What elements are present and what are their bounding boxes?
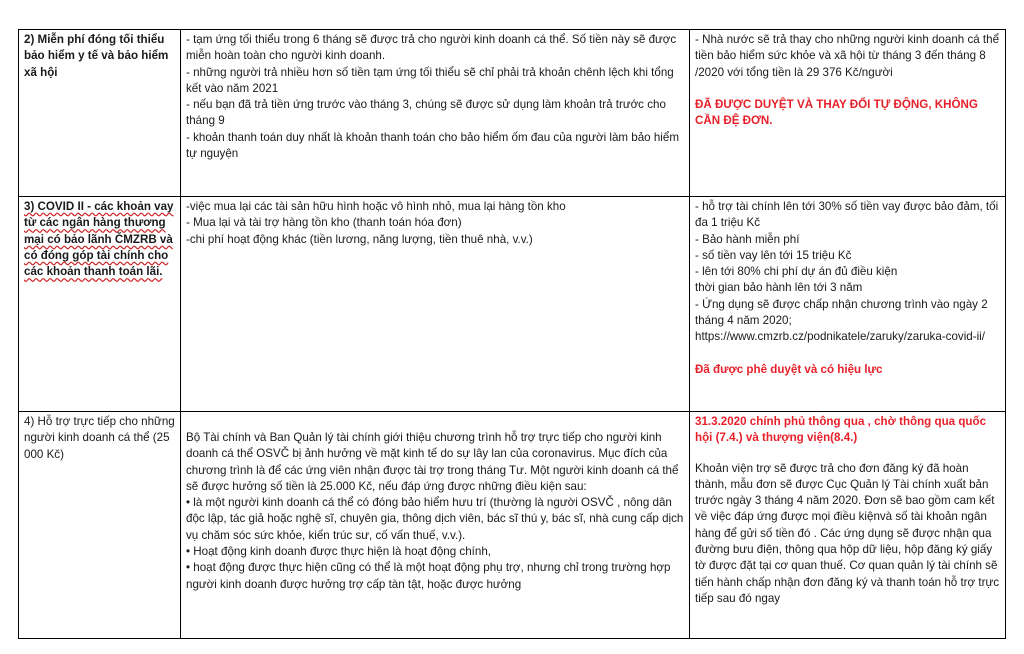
measure-title-cell: 3) COVID II - các khoản vay từ các ngân hàng thương mại có bảo lãnh ČMZRB và có đóng góp tài chính cho các khoản thanh toán lãi. xyxy=(19,197,181,412)
approval-status: 31.3.2020 chính phủ thông qua , chờ thông qua quốc hội (7.4.) và thượng viện(8.4.) xyxy=(695,415,987,445)
measure-conditions-cell xyxy=(181,412,690,639)
support-line: - Ứng dụng sẽ được chấp nhận chương trình vào ngày 2 tháng 4 năm 2020; xyxy=(695,297,988,328)
support-measures-table xyxy=(18,29,1006,639)
conditions-line: • hoạt động được thực hiện cũng có thể là một hoạt động phụ trợ, nhưng chỉ trong trường hợp người kinh doanh được hưởng trợ cấp tàn tật, hoặc được hưởng xyxy=(186,561,671,591)
support-line: - hỗ trợ tài chính lên tới 30% số tiền vay được bảo đảm, tối đa 1 triệu Kč xyxy=(695,200,999,230)
measure-support-cell xyxy=(690,412,1006,639)
support-line: - Bảo hành miễn phí xyxy=(695,232,800,246)
table-row xyxy=(19,30,1006,197)
cmzrb-link[interactable]: https://www.cmzrb.cz/podnikatele/zaruky/zaruka-covid-ii/ xyxy=(695,330,985,344)
support-text: Khoản viện trợ sẽ được trả cho đơn đăng ký đã hoàn thành, mẫu đơn sẽ được Cục Quản lý Tài chính xuất bản trước ngày 3 tháng 4 năm 2020. Đơn sẽ bao gồm cam kết về việc đáp ứng được mọi điều kiệnvà số tài khoản ngân hàng để gửi số tiền đó . Các ứng dụng sẽ được nhận qua đường bưu điện, thông qua hộp dữ liệu, hộp đăng ký giấy tờ được đặt tại cơ quan thuế. Cơ quan quản lý tài chính sẽ tiến hành chấp nhận đơn đăng ký và thanh toán hỗ trợ trực tiếp sau đó ngay xyxy=(695,461,999,605)
measure-title-cell: 4) Hỗ trợ trực tiếp cho những người kinh doanh cá thể (25 000 Kč) xyxy=(19,412,181,639)
conditions-line: -chi phí hoạt động khác (tiền lương, năng lượng, tiền thuê nhà, v.v.) xyxy=(186,232,533,246)
support-line: thời gian bảo hành lên tới 3 năm xyxy=(695,281,863,295)
measure-conditions-cell xyxy=(181,30,690,197)
conditions-line: • Hoạt động kinh doanh được thực hiện là hoạt động chính, xyxy=(186,545,491,559)
conditions-line: • là một người kinh doanh cá thể có đóng bảo hiểm hưu trí (thường là người OSVČ , nông dân độc lập, tác giả hoặc nghệ sĩ, chuyên gia, thông dịch viên, bác sĩ thú y, bác sĩ, nhà cung cấp dịch vụ chăm sóc sức khỏe, kiến trúc sư, cố vấn thuế, v.v.). xyxy=(186,496,684,542)
support-line: - lên tới 80% chi phí dự án đủ điều kiện xyxy=(695,265,898,279)
conditions-line: - những người trả nhiều hơn số tiền tạm ứng tối thiểu sẽ chỉ phải trả khoản chênh lệch khi tổng kết vào năm 2021 xyxy=(186,65,674,95)
table-row xyxy=(19,197,1006,412)
conditions-line: -việc mua lại các tài sản hữu hình hoặc vô hình nhỏ, mua lại hàng tồn kho xyxy=(186,200,566,213)
measure-support-cell xyxy=(690,30,1006,197)
approval-status: ĐÃ ĐƯỢC DUYỆT VÀ THAY ĐỔI TỰ ĐỘNG, KHÔNG CẦN ĐỆ ĐƠN. xyxy=(695,97,978,128)
measure-title-cell: 2) Miễn phí đóng tối thiểu bảo hiểm y tế và bảo hiểm xã hội xyxy=(19,30,181,197)
conditions-line: - khoản thanh toán duy nhất là khoản thanh toán cho bảo hiểm ốm đau của người làm bảo hiểm tự nguyện xyxy=(186,130,679,161)
conditions-line: Bộ Tài chính và Ban Quản lý tài chính giới thiệu chương trình hỗ trợ trực tiếp cho người kinh doanh cá thể OSVČ bị ảnh hưởng về mặt kinh tế do sự lây lan của coronavirus. Mục đích của chương trình là để các ứng viên nhận được tài trợ trong tháng Tư. Một người kinh doanh cá thể sẽ được hưởng số tiền là 25.000 Kč, nếu đáp ứng được những điều kiện sau: xyxy=(186,431,679,493)
conditions-line: - Mua lại và tài trợ hàng tồn kho (thanh toán hóa đơn) xyxy=(186,216,462,230)
approval-status: Đã được phê duyệt và có hiệu lực xyxy=(695,362,883,376)
conditions-line: - tạm ứng tối thiểu trong 6 tháng sẽ được trả cho người kinh doanh cá thể. Số tiền này sẽ được miễn hoàn toàn cho người kinh doanh. xyxy=(186,33,677,63)
table-row xyxy=(19,412,1006,639)
conditions-line: - nếu bạn đã trả tiền ứng trước vào tháng 3, chúng sẽ được sử dụng làm khoản trả trước cho tháng 9 xyxy=(186,98,666,128)
measure-conditions-cell xyxy=(181,197,690,412)
measure-support-cell xyxy=(690,197,1006,412)
support-text: - Nhà nước sẽ trả thay cho những người kinh doanh cá thể tiền bảo hiểm sức khỏe và xã hội từ tháng 3 đến tháng 8 /2020 với tổng tiền là 29 376 Kč/người xyxy=(695,33,1000,79)
support-line: - số tiền vay lên tới 15 triệu Kč xyxy=(695,248,852,262)
